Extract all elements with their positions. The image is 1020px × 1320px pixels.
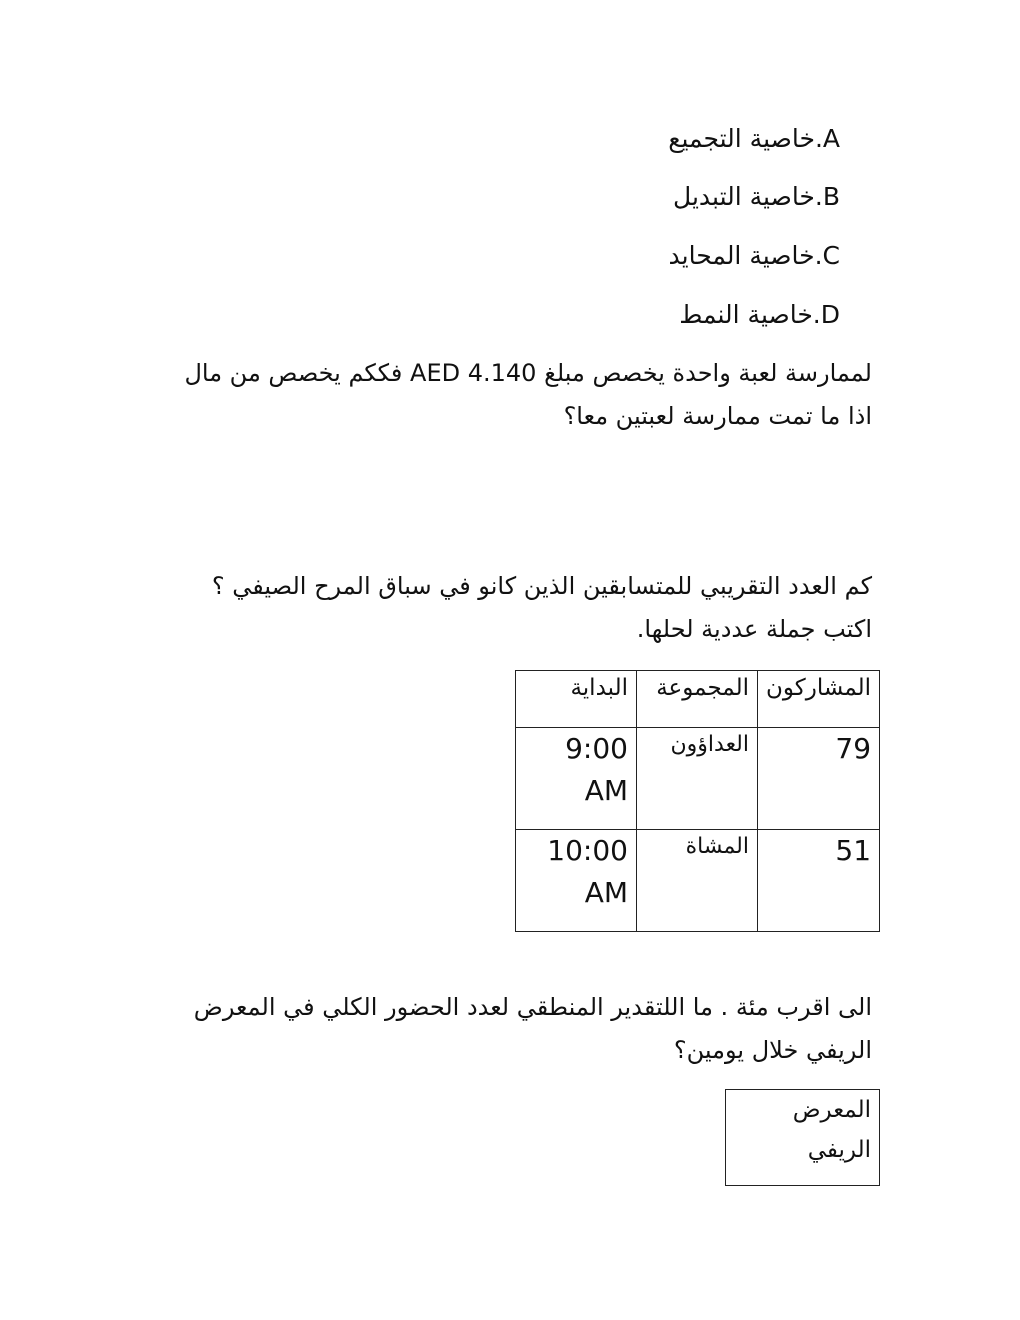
table-row <box>516 728 880 830</box>
option-b <box>440 182 840 212</box>
fair-header-cell: المعرض الريفي <box>726 1090 880 1186</box>
option-c-text: خاصية المحايد <box>668 241 815 270</box>
option-c <box>440 241 840 271</box>
header-participants: المشاركون <box>758 671 880 728</box>
table-row <box>516 830 880 932</box>
race-table <box>515 670 880 932</box>
cell-start <box>516 728 637 830</box>
header-group: المجموعة <box>637 671 758 728</box>
group-value: العداؤون <box>670 732 749 757</box>
option-b-letter: B. <box>814 182 840 211</box>
question-3-text: الى اقرب مئة . ما اللتقدير المنطقي لعدد الحضور الكلي في المعرض الريفي خلال يومين؟ <box>193 993 872 1064</box>
question-1-text: لممارسة لعبة واحدة يخصص مبلغ AED 4.140 فككم يخصص من مال اذا ما تمت ممارسة لعبتين معا؟ <box>184 359 872 430</box>
start-period-value: AM <box>584 774 628 807</box>
fair-table <box>725 1089 880 1186</box>
race-table-header-row <box>516 671 880 728</box>
fair-table-header-row <box>726 1090 880 1186</box>
cell-participants <box>758 728 880 830</box>
cell-group <box>637 728 758 830</box>
option-b-text: خاصية التبديل <box>673 182 815 211</box>
option-d <box>440 300 840 330</box>
cell-participants <box>758 830 880 932</box>
cell-group <box>637 830 758 932</box>
participants-value: 79 <box>835 732 872 765</box>
participants-value: 51 <box>835 834 872 867</box>
start-time-value: 9:00 <box>565 732 628 765</box>
option-d-letter: D. <box>812 300 840 329</box>
option-d-text: خاصية النمط <box>679 300 813 329</box>
header-start: البداية <box>516 671 637 728</box>
option-c-letter: C. <box>814 241 840 270</box>
start-time-value: 10:00 <box>547 834 628 867</box>
question-2-text: كم العدد التقريبي للمتسابقين الذين كانو في سباق المرح الصيفي ؟ اكتب جملة عددية لحلها. <box>211 572 872 643</box>
cell-start <box>516 830 637 932</box>
option-a <box>440 124 840 154</box>
group-value: المشاة <box>685 834 749 859</box>
start-period-value: AM <box>584 876 628 909</box>
option-a-text: خاصية التجميع <box>668 124 815 153</box>
option-a-letter: A. <box>814 124 840 153</box>
